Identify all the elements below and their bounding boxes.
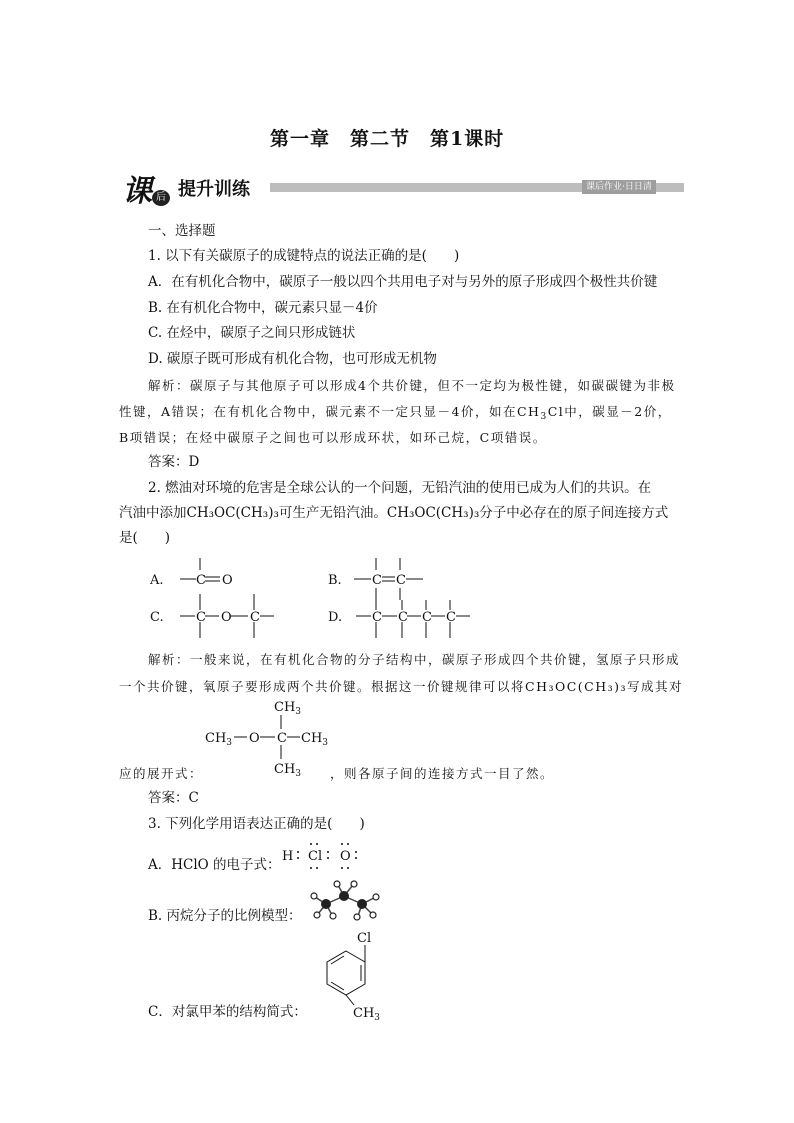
banner-logo-badge: 后	[152, 190, 170, 206]
q2-stem-line3: 是( )	[119, 530, 171, 546]
svg-text:C: C	[398, 610, 408, 625]
svg-text:O: O	[249, 731, 260, 746]
svg-text:O: O	[340, 849, 351, 864]
q2-option-d-label: D.	[328, 610, 343, 625]
banner-title: 提升训练	[178, 179, 250, 200]
q2-option-b-label: B.	[328, 573, 342, 588]
svg-text:C: C	[396, 573, 406, 588]
q2-expanded-formula	[200, 695, 340, 780]
section-heading: 一、选择题	[148, 223, 216, 239]
q3-chlorotoluene-structure	[306, 925, 406, 1023]
q2-answer: 答案：C	[148, 790, 199, 806]
q1-explain-line2: 性键，A错误；在有机化合物中，碳元素不一定只显－4价，如在$CH_3Cl$中，碳显－2价，	[119, 404, 672, 422]
q1-explain-line3: B项错误；在烃中碳原子之间也可以形成环状，如环己烷，C项错误。	[119, 430, 547, 445]
q2-stem-line1: 2. 燃油对环境的危害是全球公认的一个问题，无铅汽油的使用已成为人们的共识。在	[148, 480, 652, 496]
svg-text:C: C	[372, 610, 382, 625]
q2-option-c-label: C.	[150, 610, 164, 625]
svg-text:Cl: Cl	[308, 849, 323, 864]
svg-text:CH3: $CH_3$	[205, 731, 233, 748]
svg-text:Cl: Cl	[357, 931, 372, 946]
q1-explain-label: 解析	[148, 378, 177, 393]
q3-propane-model	[306, 880, 384, 922]
q1-option-b: B. 在有机化合物中，碳元素只显－4价	[148, 300, 378, 316]
banner-tag: 课后作业·日日清	[582, 180, 656, 194]
svg-text:C: C	[446, 610, 456, 625]
q2-option-a-label: A.	[150, 573, 164, 588]
q1-stem: 1. 以下有关碳原子的成键特点的说法正确的是( )	[148, 248, 460, 264]
q2-explain-line2: 一个共价键，氧原子要形成两个共价键。根据这一价键规律可以将CH₃OC(CH₃)₃写成其对	[119, 679, 684, 694]
q1-option-a: A．在有机化合物中，碳原子一般以四个共用电子对与另外的原子形成四个极性共价键	[148, 274, 658, 290]
svg-text:H: H	[282, 849, 294, 864]
q2-stem-line2: 汽油中添加CH₃OC(CH₃)₃可生产无铅汽油。CH₃OC(CH₃)₃分子中必存在的原子间连接方式	[119, 505, 669, 521]
q3-option-b: B. 丙烷分子的比例模型：	[148, 908, 302, 924]
svg-text:CH3: $CH_3$	[353, 1006, 381, 1023]
svg-text:O: O	[222, 573, 233, 588]
svg-text:C: C	[250, 610, 260, 625]
svg-text:C: C	[196, 573, 206, 588]
q2-explain-line3b: ，则各原子间的连接方式一目了然。	[330, 766, 555, 781]
q3-option-c: C．对氯甲苯的结构简式：	[148, 1004, 307, 1020]
svg-text:C: C	[372, 573, 382, 588]
q1-answer: 答案：D	[148, 454, 200, 470]
q2-explain-line3a: 应的展开式：	[119, 766, 204, 781]
svg-text:O: O	[221, 610, 232, 625]
svg-text:C: C	[196, 610, 206, 625]
svg-text:C: C	[277, 731, 287, 746]
q1-option-d: D. 碳原子既可形成有机化合物，也可形成无机物	[148, 351, 437, 367]
q2-options-figure	[140, 550, 500, 640]
q1-explain-line1: 解析：碳原子与其他原子可以形成4个共价键，但不一定均为极性键，如碳碳键为非极	[148, 378, 676, 393]
q3-option-a: A．HClO 的电子式：	[148, 857, 281, 873]
q2-explain-line1: 解析：一般来说，在有机化合物的分子结构中，碳原子形成四个共价键，氢原子只形成	[148, 652, 681, 667]
svg-text:CH3: $CH_3$	[301, 731, 329, 748]
q1-option-c: C. 在烃中，碳原子之间只形成链状	[148, 325, 356, 341]
q3-hclo-electron-formula	[278, 838, 368, 874]
svg-text:CH3: $CH_3$	[274, 700, 302, 717]
q3-stem: 3. 下列化学用语表达正确的是( )	[148, 816, 365, 832]
banner-logo: 课	[122, 174, 152, 209]
svg-text:CH3: $CH_3$	[274, 762, 302, 779]
page-title: 第一章 第二节 第1课时	[270, 128, 505, 150]
svg-text:C: C	[422, 610, 432, 625]
